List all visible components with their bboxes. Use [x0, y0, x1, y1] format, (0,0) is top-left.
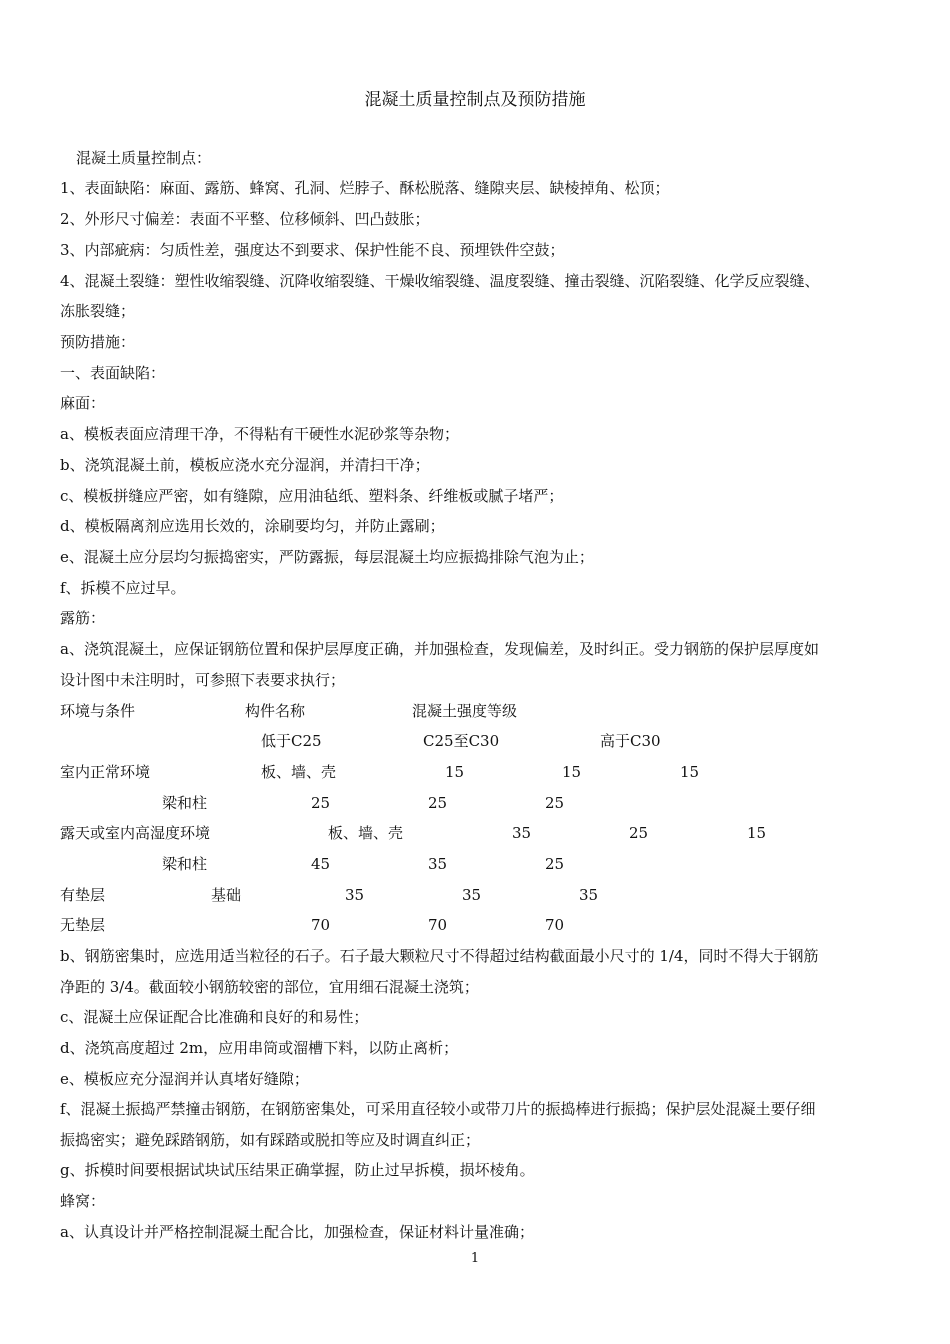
fengwo-heading: 蜂窝：: [60, 1192, 106, 1210]
lujin-item: c、混凝土应保证配合比准确和良好的和易性；: [60, 1008, 369, 1026]
mamian-item: c、模板拼缝应严密，如有缝隙，应用油毡纸、塑料条、纤维板或腻子堵严；: [60, 487, 564, 505]
control-point-item: 冻胀裂缝；: [60, 302, 136, 320]
lujin-item: b、钢筋密集时，应选用适当粒径的石子。石子最大颗粒尺寸不得超过结构截面最小尺寸的 1/4，同时不得大于钢筋: [60, 947, 819, 965]
table-member-cell: 梁和柱: [162, 794, 208, 812]
lujin-heading: 露筋：: [60, 609, 106, 627]
table-value-cell: 15: [445, 763, 465, 781]
table-env-cell: 无垫层: [60, 916, 106, 934]
table-header-cell: 混凝土强度等级: [412, 702, 518, 720]
table-value-cell: 35: [345, 886, 365, 904]
lujin-item: 设计图中未注明时，可参照下表要求执行；: [60, 671, 346, 689]
table-subheader-cell: C25至C30: [423, 732, 500, 750]
lujin-item: d、浇筑高度超过 2m，应用串筒或溜槽下料，以防止离析；: [60, 1039, 459, 1057]
control-point-item: 1、表面缺陷：麻面、露筋、蜂窝、孔洞、烂脖子、酥松脱落、缝隙夹层、缺棱掉角、松顶；: [60, 179, 670, 197]
mamian-item: b、浇筑混凝土前，模板应浇水充分湿润，并清扫干净；: [60, 456, 430, 474]
control-point-item: 4、混凝土裂缝：塑性收缩裂缝、沉降收缩裂缝、干燥收缩裂缝、温度裂缝、撞击裂缝、沉陷裂缝、化学反应裂缝、: [60, 272, 820, 290]
mamian-item: a、模板表面应清理干净，不得粘有干硬性水泥砂浆等杂物；: [60, 425, 459, 443]
table-value-cell: 70: [428, 916, 448, 934]
table-value-cell: 15: [747, 824, 767, 842]
table-value-cell: 70: [311, 916, 331, 934]
table-member-cell: 板、墙、壳: [328, 824, 404, 842]
table-value-cell: 35: [462, 886, 482, 904]
measures-heading: 预防措施：: [60, 333, 136, 351]
table-env-cell: 室内正常环境: [60, 763, 151, 781]
section-heading: 一、表面缺陷：: [60, 364, 166, 382]
table-value-cell: 15: [680, 763, 700, 781]
lujin-item: a、浇筑混凝土，应保证钢筋位置和保护层厚度正确，并加强检查，发现偏差，及时纠正。受力钢筋的保护层厚度如: [60, 640, 819, 658]
lujin-item: e、模板应充分湿润并认真堵好缝隙；: [60, 1070, 309, 1088]
table-value-cell: 25: [311, 794, 331, 812]
lujin-item: 净距的 3/4。截面较小钢筋较密的部位，宜用细石混凝土浇筑；: [60, 978, 479, 996]
table-value-cell: 25: [545, 855, 565, 873]
table-value-cell: 25: [545, 794, 565, 812]
table-value-cell: 15: [562, 763, 582, 781]
mamian-heading: 麻面：: [60, 394, 106, 412]
table-header-cell: 环境与条件: [60, 702, 136, 720]
table-subheader-cell: 高于C30: [600, 732, 661, 750]
table-member-cell: 板、墙、壳: [261, 763, 337, 781]
fengwo-item: a、认真设计并严格控制混凝土配合比，加强检查，保证材料计量准确；: [60, 1223, 534, 1241]
table-subheader-cell: 低于C25: [261, 732, 322, 750]
mamian-item: e、混凝土应分层均匀振捣密实，严防露振，每层混凝土均应振捣排除气泡为止；: [60, 548, 594, 566]
table-value-cell: 70: [545, 916, 565, 934]
lujin-item: 振捣密实；避免踩踏钢筋，如有踩踏或脱扣等应及时调直纠正；: [60, 1131, 481, 1149]
document-title: 混凝土质量控制点及预防措施: [364, 90, 586, 110]
table-header-cell: 构件名称: [245, 702, 306, 720]
mamian-item: f、拆模不应过早。: [60, 579, 186, 597]
control-points-heading: 混凝土质量控制点：: [76, 149, 212, 167]
control-point-item: 3、内部疵病：匀质性差，强度达不到要求、保护性能不良、预埋铁件空鼓；: [60, 241, 565, 259]
lujin-item: g、拆模时间要根据试块试压结果正确掌握，防止过早拆模，损坏棱角。: [60, 1161, 535, 1179]
mamian-item: d、模板隔离剂应选用长效的，涂刷要均匀，并防止露刷；: [60, 517, 445, 535]
table-member-cell: 基础: [211, 886, 242, 904]
table-value-cell: 25: [629, 824, 649, 842]
page-number: 1: [470, 1251, 480, 1266]
table-value-cell: 25: [428, 794, 448, 812]
table-env-cell: 有垫层: [60, 886, 106, 904]
table-value-cell: 35: [428, 855, 448, 873]
lujin-item: f、混凝土振捣严禁撞击钢筋，在钢筋密集处，可采用直径较小或带刀片的振捣棒进行振捣；保护层处混凝土要仔细: [60, 1100, 816, 1118]
control-point-item: 2、外形尺寸偏差：表面不平整、位移倾斜、凹凸鼓胀；: [60, 210, 430, 228]
table-value-cell: 35: [512, 824, 532, 842]
table-member-cell: 梁和柱: [162, 855, 208, 873]
table-value-cell: 35: [579, 886, 599, 904]
table-env-cell: 露天或室内高湿度环境: [60, 824, 211, 842]
table-value-cell: 45: [311, 855, 331, 873]
